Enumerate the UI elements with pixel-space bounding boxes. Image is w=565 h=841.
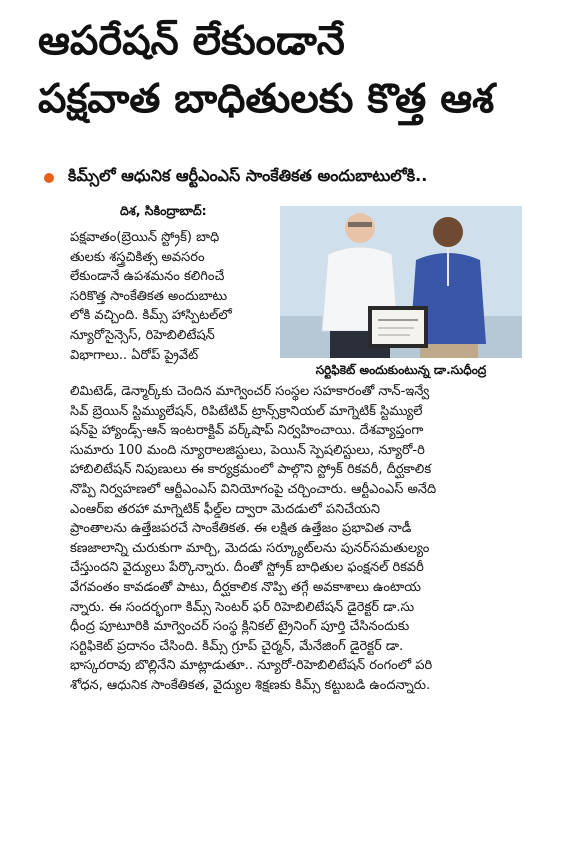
text-line: సుమారు 100 మంది న్యూరాలజిస్టులు, పెయిన్ స్పెషలిస్టులు, న్యూరో-రి — [70, 442, 425, 458]
text-line: సర్టిఫికెట్ ప్రదానం చేసింది. కిమ్స్ గ్రూప్ చైర్మన్, మేనేజింగ్ డైరెక్టర్ డా. — [70, 638, 404, 654]
text-line: సరికొత్త సాంకేతికత అందుబాటు — [70, 288, 228, 304]
text-line: ఎంఆర్ఐ తరహా మాగ్నెటిక్ ఫీల్డ్‌ల ద్వారా మెదడులో పనిచేయని — [70, 501, 380, 517]
photo-illustration — [280, 206, 522, 358]
headline — [38, 12, 538, 128]
text-line: ధీంద్ర పూటూరికి మాగ్వెంచర్ సంస్థ క్లినికల్ ట్రైనింగ్ పూర్తి చేసినందుకు — [70, 619, 410, 635]
news-photo — [280, 206, 522, 358]
text-line: హాబిలిటేషన్ నిపుణులు ఈ కార్యక్రమంలో పాల్గొని స్ట్రోక్ రికవరీ, దీర్ఘకాలిక — [70, 462, 432, 478]
text-line: లేకుండానే ఉపశమనం కలిగించే — [70, 269, 225, 285]
text-line: శోధన, ఆధునిక సాంకేతికత, వైద్యుల శిక్షణకు కిమ్స్ కట్టుబడి ఉందన్నారు. — [70, 677, 431, 693]
text-line: కణజాలాన్ని చురుకుగా మార్చి, మెదడు సర్క్యూట్‌లను పునర్‌సమతుల్యం — [70, 540, 430, 556]
text-line: పక్షవాతం(బ్రెయిన్ స్ట్రోక్) బాధి — [70, 230, 220, 245]
text-line: లోకి వచ్చింది. కిమ్స్ హాస్పిటల్‌లో — [70, 308, 232, 324]
text-line: భాస్కరరావు బొల్లినేని మాట్లాడుతూ.. న్యూరో-రిహెబిలిటేషన్ రంగంలో పరి — [70, 658, 433, 674]
text-line: షన్‌పై హ్యాండ్స్-ఆన్ ఇంటరాక్టివ్ వర్క్‌షాప్ నిర్వహించాయి. దేశవ్యాప్తంగా — [70, 423, 424, 439]
text-line: నొప్పి నిర్వహణలో ఆర్టీఎంఎస్ వినియోగంపై చర్చించారు. ఆర్టీఎంఎస్ అనేది — [70, 481, 437, 497]
photo-caption: సర్టిఫికెట్ అందుకుంటున్న డా.సుధీంద్ర — [315, 363, 487, 377]
text-line: న్యూరోసైన్సెస్, రిహెబిలిటేషన్ — [70, 327, 215, 343]
text-line: ప్రాంతాలను ఉత్తేజపరచే సాంకేతికత. ఈ లక్షిత ఉత్తేజం ప్రభావిత నాడీ — [70, 521, 412, 537]
text-line: న్నారు. ఈ సందర్భంగా కిమ్స్ సెంటర్ ఫర్ రిహెబిలిటేషన్ డైరెక్టర్ డా.సు — [70, 599, 415, 615]
text-line: వేగవంతం కావడంతో పాటు, దీర్ఘకాలిక నొప్పి తగ్గే అవకాశాలు ఉంటాయ — [70, 579, 421, 595]
subheadline — [44, 166, 544, 189]
article-body — [70, 382, 525, 696]
text-line: సివ్ బ్రెయిన్ స్టిమ్యులేషన్, రిపిటేటివ్ ట్రాన్స్‌క్రానియల్ మాగ్నెటిక్ స్టిమ్యులే — [70, 403, 423, 419]
text-line: లిమిటెడ్, డెన్మార్క్‌కు చెందిన మాగ్వెంచర్ సంస్థల సహకారంతో నాన్-ఇన్వే — [70, 384, 430, 399]
bullet-icon — [44, 173, 54, 183]
intro-column — [70, 228, 275, 365]
headline-line-2: పక్షవాత బాధితులకు కొత్త ఆశ — [38, 76, 495, 122]
text-line: విభాగాలు.. ఏరోప్ ప్రైవేట్ — [70, 347, 199, 363]
byline: దిశ, సికింద్రాబాద్: — [120, 203, 207, 218]
text-line: చేస్తుందని వైద్యులు పేర్కొన్నారు. దీంతో స్ట్రోక్ బాధితుల ఫంక్షనల్ రికవరీ — [70, 560, 424, 576]
subheadline-text: కిమ్స్‌లో ఆధునిక ఆర్టీఎంఎస్ సాంకేతికత అందుబాటులోకి.. — [68, 166, 428, 185]
text-line: తులకు శస్త్రచికిత్స అవసరం — [70, 249, 205, 265]
headline-line-1: ఆపరేషన్ లేకుండానే — [38, 18, 345, 64]
